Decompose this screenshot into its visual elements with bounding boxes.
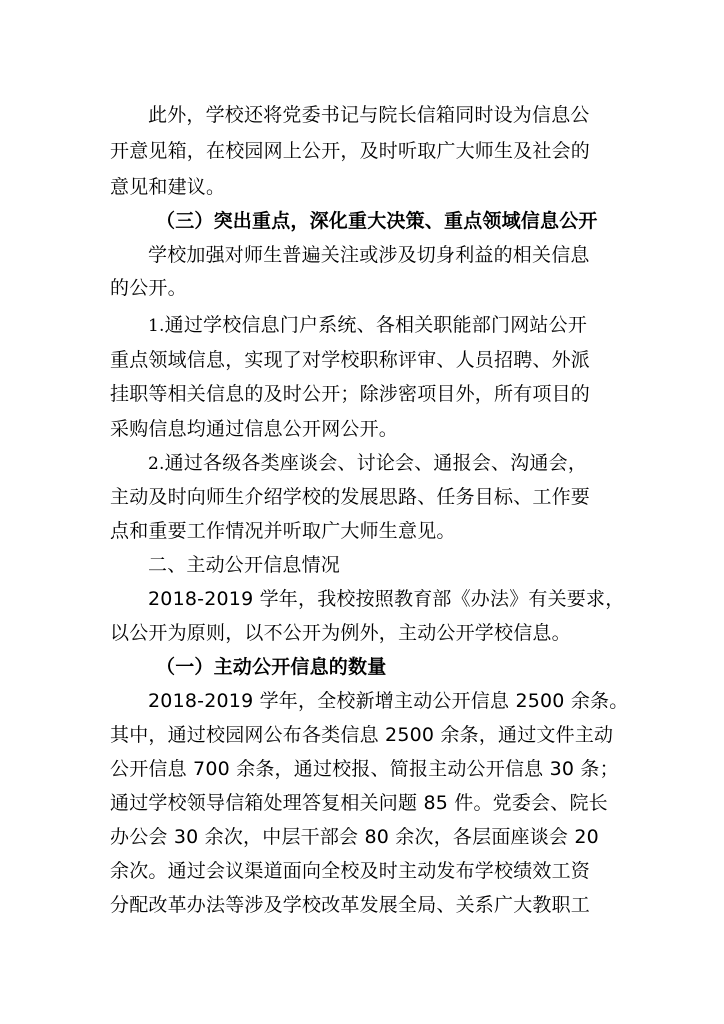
section-heading: （一）主动公开信息的数量 (156, 656, 387, 678)
section-heading: 二、主动公开信息情况 (148, 554, 341, 576)
paragraph-line: 公开信息 700 余条，通过校报、简报主动公开信息 30 条； (110, 758, 619, 780)
section-heading: （三）突出重点，深化重大决策、重点领域信息公开 (156, 210, 598, 232)
paragraph-line: 2018-2019 学年，我校按照教育部《办法》有关要求， (148, 588, 625, 610)
numbered-item-line (148, 313, 668, 338)
item-text: 通过各级各类座谈会、讨论会、通报会、沟通会， (164, 452, 588, 474)
paragraph-line: 其中，通过校园网公布各类信息 2500 余条，通过文件主动 (110, 724, 614, 746)
paragraph-line: 余次。通过会议渠道面向全校及时主动发布学校绩效工资 (110, 860, 591, 882)
paragraph-line: 办公会 30 余次，中层干部会 80 余次，各层面座谈会 20 (110, 826, 599, 848)
paragraph-line: 分配改革办法等涉及学校改革发展全局、关系广大教职工 (110, 894, 591, 916)
paragraph-line: 主动及时向师生介绍学校的发展思路、任务目标、工作要 (110, 486, 591, 508)
paragraph-line: 2018-2019 学年，全校新增主动公开信息 2500 余条。 (148, 690, 629, 712)
item-number: 2. (148, 454, 165, 474)
item-text: 通过学校信息门户系统、各相关职能部门网站公开 (164, 314, 588, 336)
paragraph-line: 采购信息均通过信息公开网公开。 (110, 418, 399, 440)
paragraph-line: 此外，学校还将党委书记与院长信箱同时设为信息公 (148, 104, 590, 126)
paragraph-line: 意见和建议。 (110, 176, 226, 198)
paragraph-line: 以公开为原则，以不公开为例外，主动公开学校信息。 (110, 622, 571, 644)
paragraph-line: 挂职等相关信息的及时公开；除涉密项目外，所有项目的 (110, 383, 591, 405)
paragraph-line: 的公开。 (110, 277, 187, 299)
numbered-item-line (148, 451, 668, 476)
paragraph-line: 通过学校领导信箱处理答复相关问题 85 件。党委会、院长 (110, 792, 608, 814)
item-number: 1. (148, 316, 165, 336)
paragraph-line: 开意见箱，在校园网上公开，及时听取广大师生及社会的 (110, 140, 591, 162)
paragraph-line: 重点领域信息，实现了对学校职称评审、人员招聘、外派 (110, 349, 591, 371)
paragraph-line: 学校加强对师生普遍关注或涉及切身利益的相关信息 (148, 244, 590, 266)
paragraph-line: 点和重要工作情况并听取广大师生意见。 (110, 520, 456, 542)
